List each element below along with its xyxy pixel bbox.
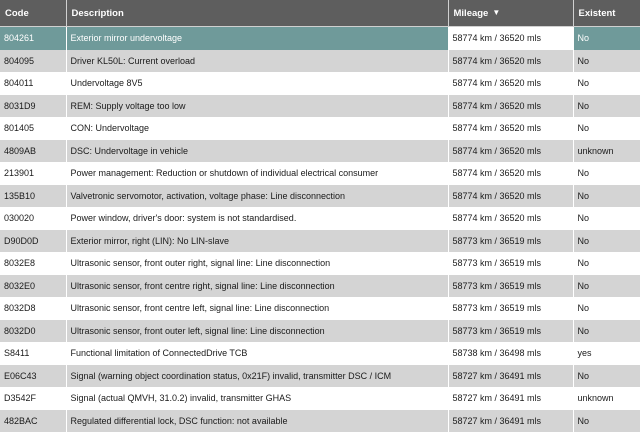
cell-mileage: 58727 km / 36491 mls — [448, 387, 573, 410]
cell-mileage: 58773 km / 36519 mls — [448, 297, 573, 320]
cell-existent: unknown — [573, 387, 640, 410]
cell-description: Signal (warning object coordination status, 0x21F) invalid, transmitter DSC / ICM — [66, 365, 448, 388]
cell-mileage: 58773 km / 36519 mls — [448, 275, 573, 298]
cell-code: 804095 — [0, 50, 66, 73]
cell-code: 4809AB — [0, 140, 66, 163]
cell-existent: No — [573, 95, 640, 118]
cell-description: Ultrasonic sensor, front centre right, signal line: Line disconnection — [66, 275, 448, 298]
cell-code: 8032D0 — [0, 320, 66, 343]
cell-existent: No — [573, 410, 640, 432]
table-row[interactable] — [0, 342, 640, 365]
sort-descending-icon: ▼ — [492, 8, 500, 17]
cell-description: Driver KL50L: Current overload — [66, 50, 448, 73]
table-row[interactable] — [0, 207, 640, 230]
table-row[interactable] — [0, 252, 640, 275]
cell-existent: yes — [573, 342, 640, 365]
cell-existent: No — [573, 50, 640, 73]
cell-description: CON: Undervoltage — [66, 117, 448, 140]
cell-code: 213901 — [0, 162, 66, 185]
table-row[interactable] — [0, 72, 640, 95]
table-row[interactable] — [0, 140, 640, 163]
column-header-existent[interactable] — [573, 0, 640, 27]
cell-code: 804261 — [0, 27, 66, 50]
cell-mileage: 58774 km / 36520 mls — [448, 95, 573, 118]
cell-existent: No — [573, 297, 640, 320]
cell-description: DSC: Undervoltage in vehicle — [66, 140, 448, 163]
cell-existent: No — [573, 275, 640, 298]
table-row[interactable] — [0, 320, 640, 343]
cell-description: Functional limitation of ConnectedDrive TCB — [66, 342, 448, 365]
cell-mileage: 58774 km / 36520 mls — [448, 27, 573, 50]
cell-existent: No — [573, 72, 640, 95]
table-row[interactable] — [0, 230, 640, 253]
cell-mileage: 58774 km / 36520 mls — [448, 72, 573, 95]
cell-existent: No — [573, 230, 640, 253]
table-row[interactable] — [0, 185, 640, 208]
column-header-code-label: Code — [5, 8, 29, 19]
cell-mileage: 58774 km / 36520 mls — [448, 185, 573, 208]
column-header-code[interactable] — [0, 0, 66, 27]
cell-description: Ultrasonic sensor, front centre left, signal line: Line disconnection — [66, 297, 448, 320]
cell-description: REM: Supply voltage too low — [66, 95, 448, 118]
cell-mileage: 58774 km / 36520 mls — [448, 162, 573, 185]
cell-existent: No — [573, 185, 640, 208]
table-row[interactable] — [0, 95, 640, 118]
cell-existent: No — [573, 117, 640, 140]
cell-mileage: 58727 km / 36491 mls — [448, 410, 573, 432]
cell-mileage: 58774 km / 36520 mls — [448, 207, 573, 230]
column-header-mileage-label: Mileage — [454, 8, 489, 19]
column-header-description[interactable] — [66, 0, 448, 27]
cell-code: 482BAC — [0, 410, 66, 432]
cell-code: D3542F — [0, 387, 66, 410]
cell-code: 8032D8 — [0, 297, 66, 320]
cell-existent: No — [573, 162, 640, 185]
cell-description: Signal (actual QMVH, 31.0.2) invalid, transmitter GHAS — [66, 387, 448, 410]
table-row[interactable] — [0, 410, 640, 432]
table-row[interactable] — [0, 275, 640, 298]
cell-code: 135B10 — [0, 185, 66, 208]
column-header-description-label: Description — [72, 8, 124, 19]
cell-existent: No — [573, 27, 640, 50]
table-row[interactable] — [0, 297, 640, 320]
table-row[interactable] — [0, 162, 640, 185]
cell-code: 8032E0 — [0, 275, 66, 298]
cell-code: 8031D9 — [0, 95, 66, 118]
table-row[interactable] — [0, 387, 640, 410]
cell-existent: unknown — [573, 140, 640, 163]
table-row[interactable] — [0, 117, 640, 140]
column-header-mileage[interactable] — [448, 0, 573, 27]
cell-mileage: 58738 km / 36498 mls — [448, 342, 573, 365]
cell-description: Exterior mirror, right (LIN): No LIN-slave — [66, 230, 448, 253]
cell-description: Power window, driver's door: system is not standardised. — [66, 207, 448, 230]
table-row[interactable] — [0, 365, 640, 388]
cell-existent: No — [573, 320, 640, 343]
cell-description: Valvetronic servomotor, activation, voltage phase: Line disconnection — [66, 185, 448, 208]
cell-code: 801405 — [0, 117, 66, 140]
cell-description: Exterior mirror undervoltage — [66, 27, 448, 50]
table-row[interactable] — [0, 50, 640, 73]
table-row[interactable] — [0, 27, 640, 50]
cell-description: Power management: Reduction or shutdown of individual electrical consumer — [66, 162, 448, 185]
header-row — [0, 0, 640, 27]
cell-mileage: 58773 km / 36519 mls — [448, 252, 573, 275]
cell-mileage: 58773 km / 36519 mls — [448, 230, 573, 253]
cell-description: Ultrasonic sensor, front outer left, signal line: Line disconnection — [66, 320, 448, 343]
cell-code: 030020 — [0, 207, 66, 230]
cell-existent: No — [573, 252, 640, 275]
cell-mileage: 58774 km / 36520 mls — [448, 117, 573, 140]
cell-code: D90D0D — [0, 230, 66, 253]
cell-code: 804011 — [0, 72, 66, 95]
cell-code: 8032E8 — [0, 252, 66, 275]
cell-mileage: 58774 km / 36520 mls — [448, 140, 573, 163]
cell-code: E06C43 — [0, 365, 66, 388]
cell-mileage: 58727 km / 36491 mls — [448, 365, 573, 388]
table-header — [0, 0, 640, 27]
cell-existent: No — [573, 207, 640, 230]
cell-mileage: 58773 km / 36519 mls — [448, 320, 573, 343]
cell-description: Undervoltage 8V5 — [66, 72, 448, 95]
cell-existent: No — [573, 365, 640, 388]
cell-description: Regulated differential lock, DSC function: not available — [66, 410, 448, 432]
column-header-existent-label: Existent — [579, 8, 616, 19]
cell-code: S8411 — [0, 342, 66, 365]
table-body — [0, 27, 640, 432]
cell-mileage: 58774 km / 36520 mls — [448, 50, 573, 73]
cell-description: Ultrasonic sensor, front outer right, signal line: Line disconnection — [66, 252, 448, 275]
